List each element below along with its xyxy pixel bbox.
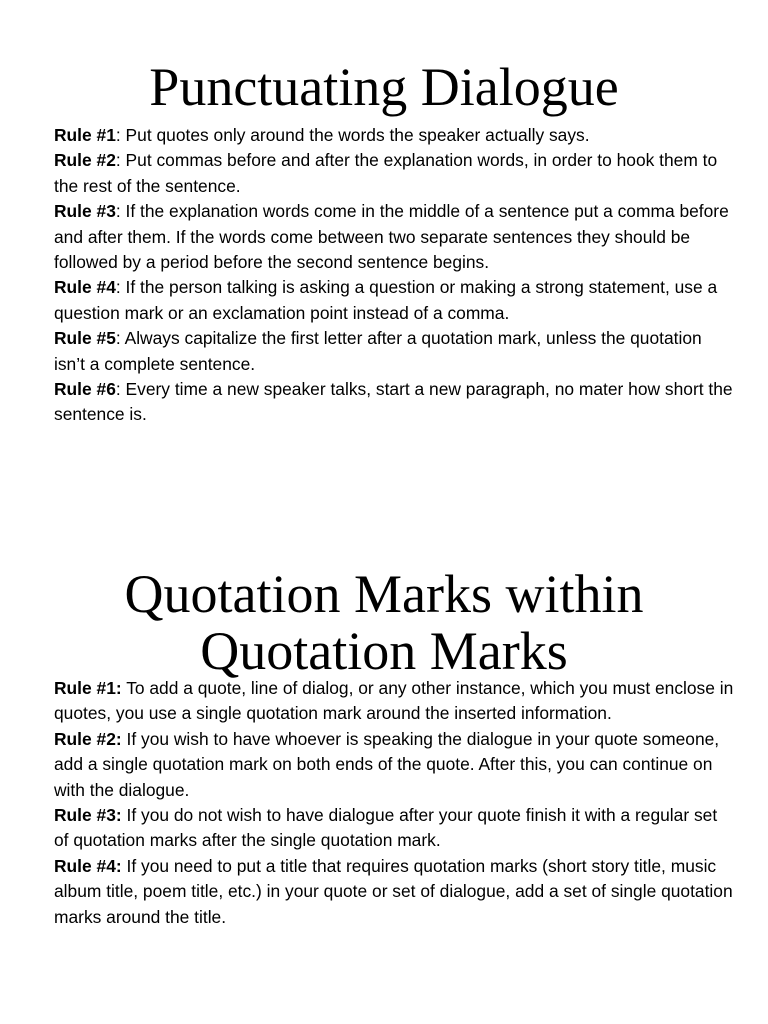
rule-item bbox=[54, 275, 734, 326]
rule-separator: : bbox=[115, 125, 126, 145]
rule-item bbox=[54, 123, 734, 148]
rule-separator: : bbox=[115, 379, 126, 400]
rule-item bbox=[54, 676, 734, 727]
rule-text: If the explanation words come in the middle of a sentence put a comma before and after them. If the words come between two separate sentences they should be followed by a period before the second sentence begins. bbox=[54, 201, 729, 273]
rules-list-quotation-marks bbox=[54, 676, 734, 930]
rule-item bbox=[54, 148, 734, 199]
rule-item bbox=[54, 377, 734, 428]
rule-label: Rule #1 bbox=[54, 125, 116, 145]
rule-label: Rule #4: bbox=[54, 855, 122, 876]
rule-item bbox=[54, 326, 734, 377]
section-title-punctuating-dialogue: Punctuating Dialogue bbox=[149, 57, 619, 117]
rule-text: Put commas before and after the explanation words, in order to hook them to the rest of the sentence. bbox=[54, 150, 718, 196]
rule-label: Rule #2: bbox=[54, 728, 122, 749]
rule-item bbox=[54, 727, 734, 803]
section-title-line: Quotation Marks within bbox=[124, 564, 644, 624]
rule-item bbox=[54, 854, 734, 930]
rule-separator: : bbox=[115, 150, 126, 171]
rule-item bbox=[54, 199, 734, 275]
rule-text: If the person talking is asking a question or making a strong statement, use a question mark or an exclamation point instead of a comma. bbox=[54, 277, 718, 323]
rule-text: Always capitalize the first letter after a quotation mark, unless the quotation isn’t a complete sentence. bbox=[54, 328, 702, 374]
rule-label: Rule #2 bbox=[54, 150, 116, 171]
rule-label: Rule #1: bbox=[54, 678, 122, 698]
section-title-line: Quotation Marks bbox=[200, 621, 568, 681]
rule-text: Every time a new speaker talks, start a new paragraph, no mater how short the sentence is. bbox=[54, 379, 733, 425]
rule-item bbox=[54, 803, 734, 854]
rule-text: Put quotes only around the words the speaker actually says. bbox=[125, 125, 590, 145]
rule-text: If you wish to have whoever is speaking the dialogue in your quote someone, add a single quotation mark on both ends of the quote. After this, you can continue on with the dialogue. bbox=[54, 728, 720, 800]
rule-label: Rule #3 bbox=[54, 201, 116, 222]
rule-label: Rule #4 bbox=[54, 277, 116, 298]
rule-text: If you do not wish to have dialogue after your quote finish it with a regular set of quotation marks after the single quotation mark. bbox=[54, 805, 718, 851]
rule-label: Rule #5 bbox=[54, 328, 116, 349]
rule-text: If you need to put a title that requires quotation marks (short story title, music album title, poem title, etc.) in your quote or set of dialogue, add a set of single quotation marks around the title. bbox=[54, 855, 733, 927]
rule-text: To add a quote, line of dialog, or any other instance, which you must enclose in quotes, you use a single quotation mark around the inserted information. bbox=[54, 678, 734, 724]
rule-label: Rule #3: bbox=[54, 805, 122, 826]
rule-label: Rule #6 bbox=[54, 379, 116, 400]
rules-list-punctuating-dialogue bbox=[54, 123, 734, 428]
section-title-quotation-marks bbox=[0, 566, 768, 680]
rule-separator: : bbox=[115, 201, 126, 222]
rule-separator: : bbox=[115, 277, 126, 298]
rule-separator: : bbox=[115, 328, 125, 349]
